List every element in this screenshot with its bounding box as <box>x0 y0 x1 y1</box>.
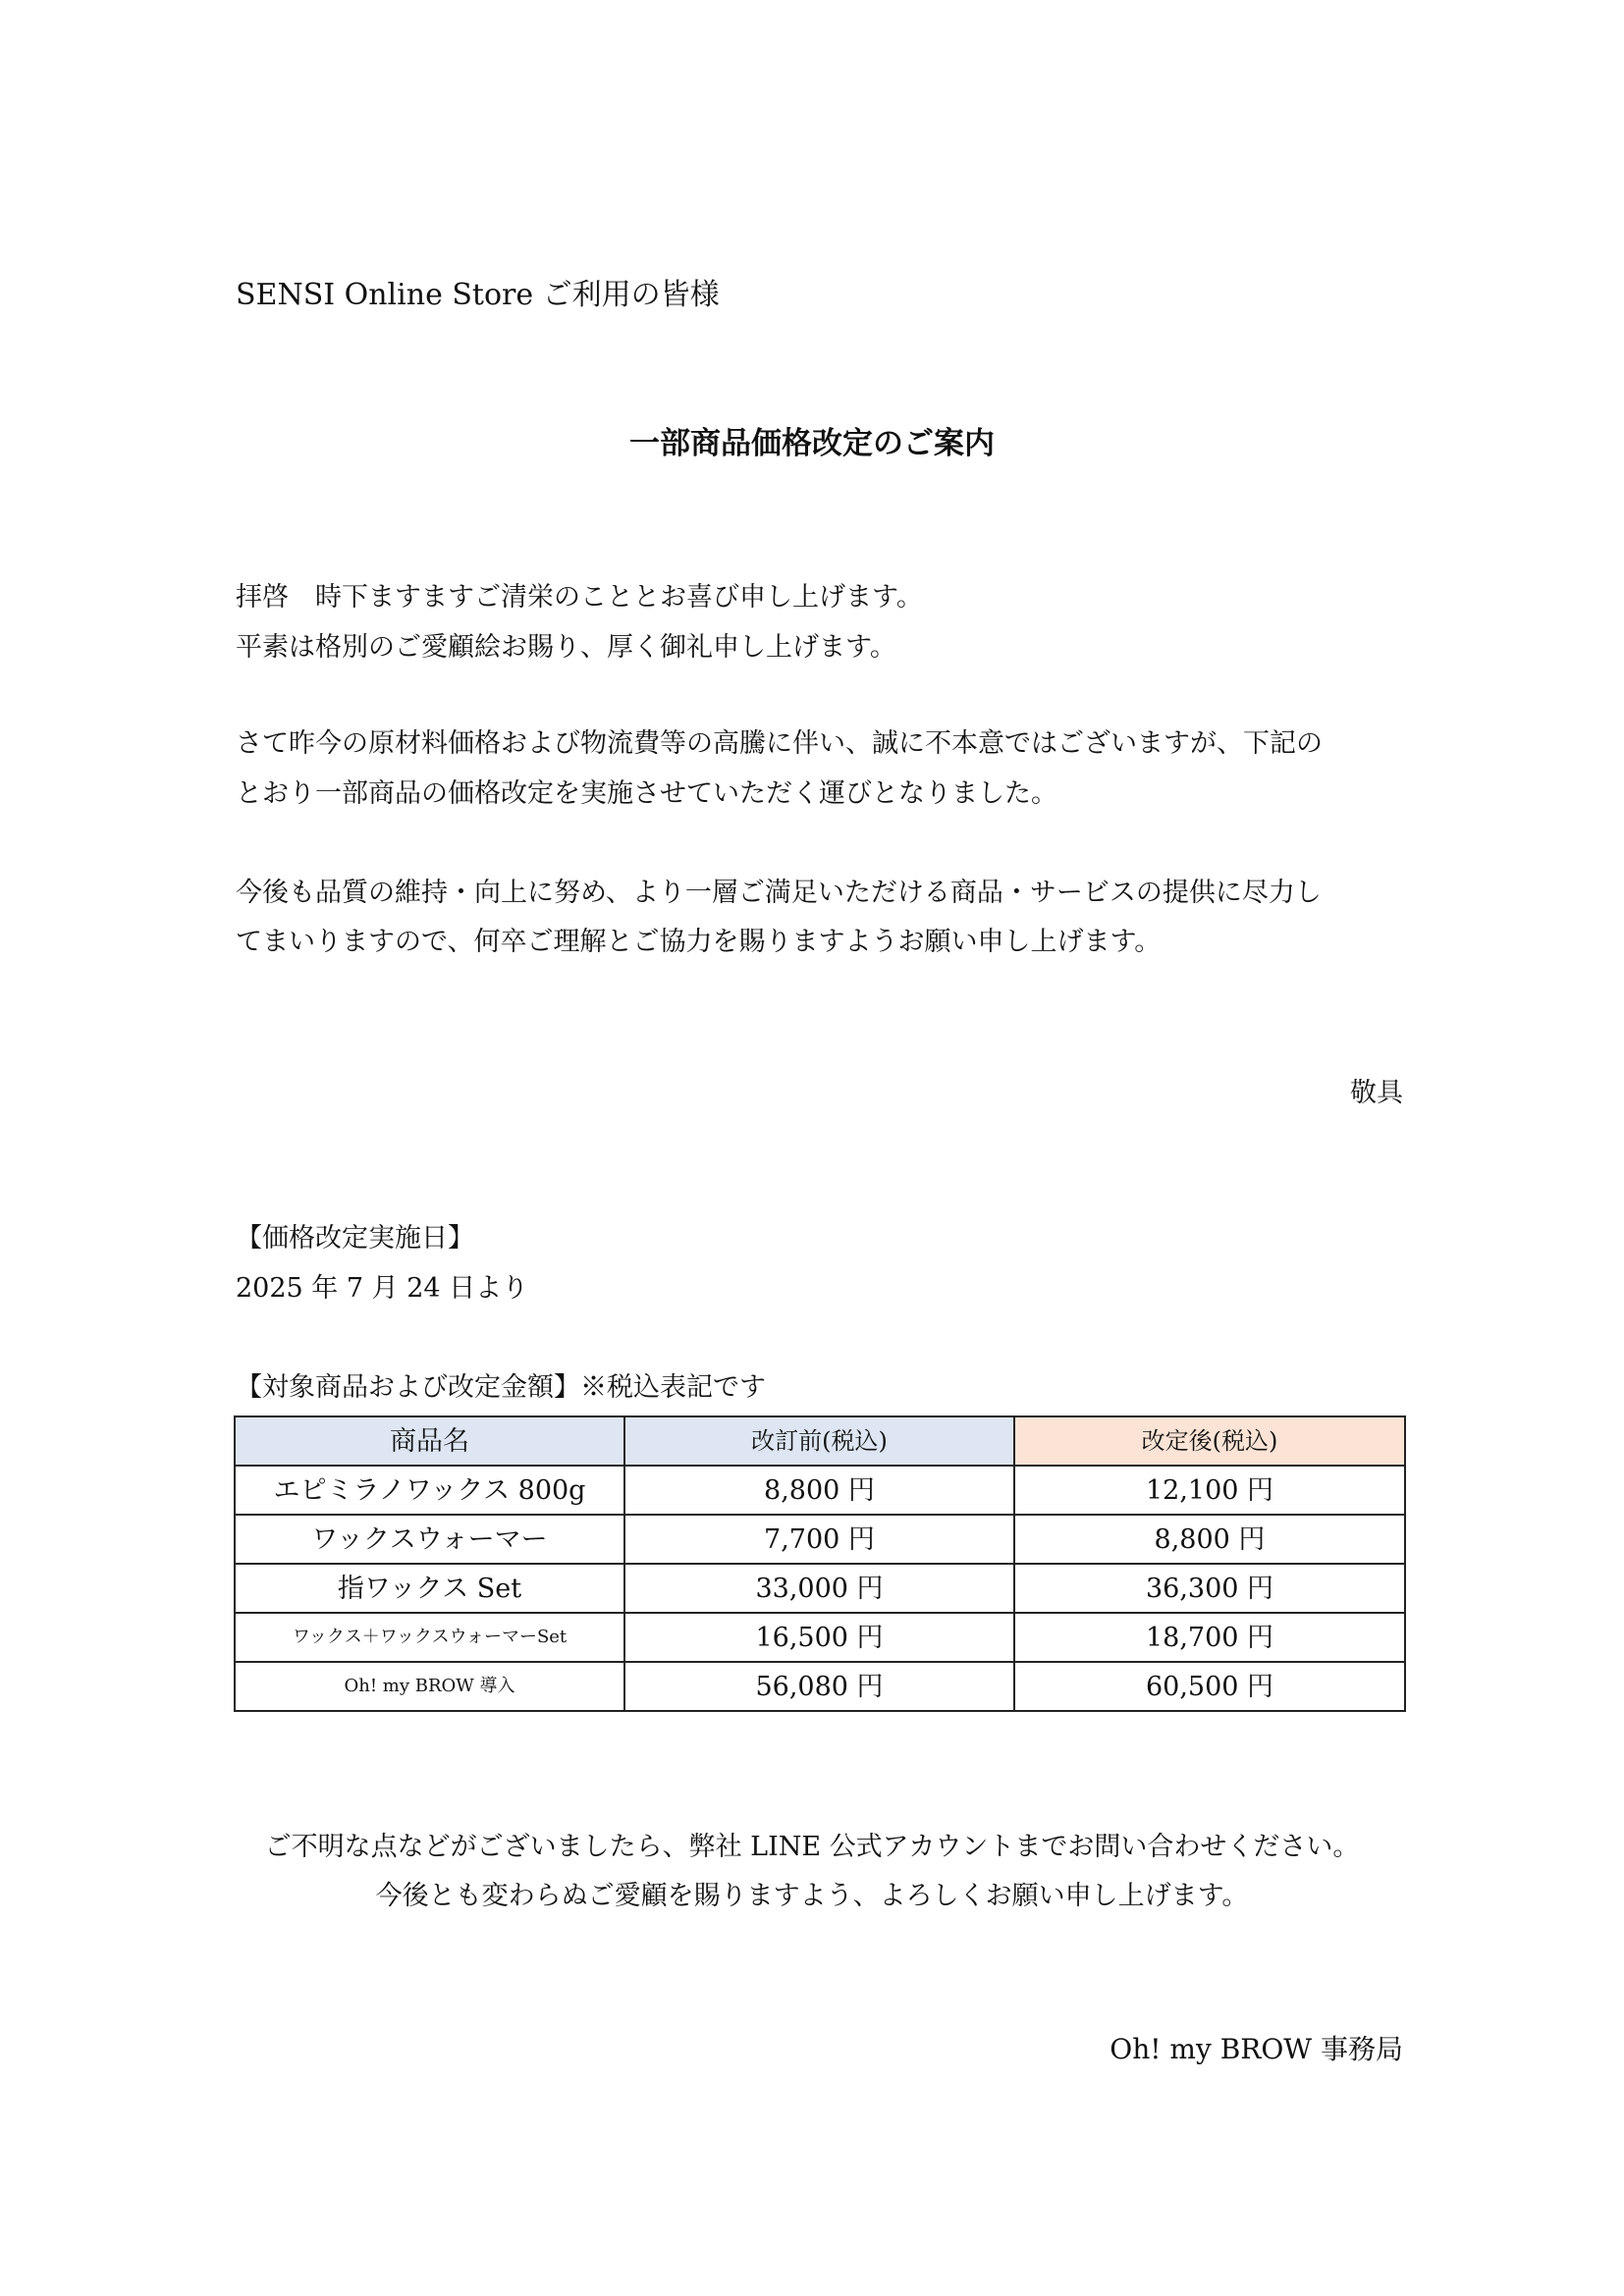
paragraph1-line-1: さて昨今の原材料価格および物流費等の高騰に伴い、誠に不本意ではございますが、下記の <box>236 728 1323 759</box>
greeting-line-2: 平素は格別のご愛顧絵お賜り、厚く御礼申し上げます。 <box>236 632 896 663</box>
addressee: SENSI Online Store ご利用の皆様 <box>236 278 720 312</box>
table-row <box>235 1515 1405 1564</box>
greeting-line-1: 拝啓 時下ますますご清栄のこととお喜び申し上げます。 <box>236 582 923 613</box>
paragraph2-line-2: てまいりますので、何卒ご理解とご協力を賜りますようお願い申し上げます。 <box>236 927 1162 957</box>
product-name-cell: 指ワックス Set <box>235 1564 624 1613</box>
price-after-cell: 36,300 円 <box>1014 1564 1405 1613</box>
price-before-cell: 16,500 円 <box>624 1613 1014 1662</box>
paragraph2-line-1: 今後も品質の維持・向上に努め、より一層ご満足いただける商品・サービスの提供に尽力し <box>236 878 1322 908</box>
price-table <box>234 1415 1406 1712</box>
price-after-cell: 12,100 円 <box>1014 1466 1405 1515</box>
effective-date-label: 【価格改定実施日】 <box>236 1223 474 1254</box>
price-after-cell: 60,500 円 <box>1014 1662 1405 1711</box>
price-after-cell: 18,700 円 <box>1014 1613 1405 1662</box>
price-before-cell: 7,700 円 <box>624 1515 1014 1564</box>
header-product-name: 商品名 <box>235 1416 624 1466</box>
table-header-row <box>235 1416 1405 1466</box>
product-name-cell: エピミラノワックス 800g <box>235 1466 624 1515</box>
footer-line-1: ご不明な点などがございましたら、弊社 LINE 公式アカウントまでお問い合わせください。 <box>264 1832 1360 1862</box>
document-title: 一部商品価格改定のご案内 <box>629 426 995 461</box>
product-name-cell: ワックスウォーマー <box>235 1515 624 1564</box>
footer-line-2: 今後とも変わらぬご愛顧を賜りますよう、よろしくお願い申し上げます。 <box>375 1881 1249 1911</box>
table-row <box>235 1662 1405 1711</box>
price-before-cell: 8,800 円 <box>624 1466 1014 1515</box>
signature: Oh! my BROW 事務局 <box>1110 2033 1403 2065</box>
effective-date-value: 2025 年 7 月 24 日より <box>236 1273 529 1304</box>
paragraph1-line-2: とおり一部商品の価格改定を実施させていただく運びとなりました。 <box>236 778 1057 809</box>
table-row <box>235 1613 1405 1662</box>
product-name-cell: Oh! my BROW 導入 <box>235 1662 624 1711</box>
product-name-cell: ワックス＋ワックスウォーマーSet <box>235 1613 624 1662</box>
header-price-after: 改定後(税込) <box>1014 1416 1405 1466</box>
header-price-before: 改訂前(税込) <box>624 1416 1014 1466</box>
closing-keigu: 敬具 <box>1350 1078 1403 1108</box>
price-before-cell: 56,080 円 <box>624 1662 1014 1711</box>
table-row <box>235 1466 1405 1515</box>
price-after-cell: 8,800 円 <box>1014 1515 1405 1564</box>
table-row <box>235 1564 1405 1613</box>
price-before-cell: 33,000 円 <box>624 1564 1014 1613</box>
table-label: 【対象商品および改定金額】※税込表記です <box>236 1372 766 1403</box>
